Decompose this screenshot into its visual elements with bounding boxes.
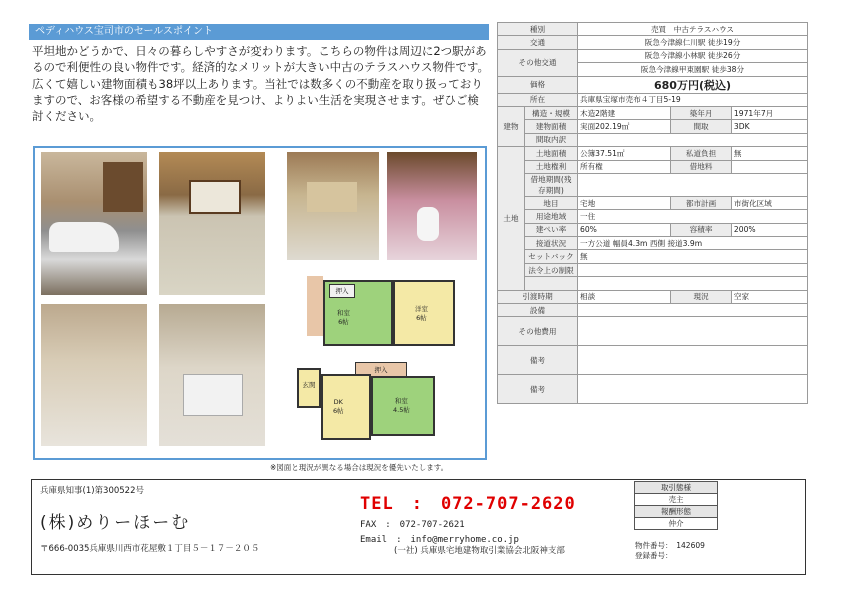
spec-row-facilities [498, 304, 808, 317]
spec-value: 木造2階建 [578, 106, 671, 119]
spec-label: 備考 [498, 346, 578, 375]
spec-value [578, 173, 808, 196]
spec-label: 間取 [671, 120, 732, 133]
spec-value: 無 [578, 250, 808, 263]
closet-label: 押入 [329, 284, 355, 298]
spec-row-other-fees [498, 317, 808, 346]
spec-value: 阪急今津線仁川駅 徒歩19分 [578, 36, 808, 49]
spec-row-note1 [498, 346, 808, 375]
spec-label: 建ぺい率 [525, 223, 578, 236]
closet-2-label: 押入 [355, 362, 407, 378]
building-category: 建物 [498, 106, 525, 146]
spec-label: 築年月 [671, 106, 732, 119]
photo-gallery [33, 146, 487, 460]
company-name: (株)めりーほーむ [40, 513, 191, 533]
property-spec-table [497, 22, 808, 404]
spec-row-note2 [498, 375, 808, 404]
price-value: 680万円(税込) [578, 76, 808, 93]
spec-row-spacer [498, 277, 808, 290]
spec-label: 現況 [671, 290, 732, 303]
spec-label: 交通 [498, 36, 578, 49]
room-photo [287, 152, 379, 260]
spec-row-rights [498, 160, 808, 173]
spec-value: 売買 中古テラスハウス [578, 23, 808, 36]
email-address[interactable]: Email : info@merryhome.co.jp [360, 535, 519, 545]
spec-value: 阪急今津線小林駅 徒歩26分 [578, 49, 808, 62]
spec-row-category [498, 196, 808, 209]
japanese-room-2-label: 和室 4.5帖 [393, 397, 410, 414]
spec-label: 私道負担 [671, 147, 732, 160]
spec-value: 一住 [578, 210, 808, 223]
spec-label [525, 277, 578, 290]
spec-row-traffic [498, 36, 808, 49]
land-category: 土地 [498, 147, 525, 291]
property-number [635, 541, 705, 561]
agent-footer [31, 479, 806, 575]
spec-value: 所有権 [578, 160, 671, 173]
transaction-box [634, 481, 718, 530]
exterior-photo [41, 152, 147, 295]
spec-row-other-limits [498, 263, 808, 276]
entrance-label: 玄関 [297, 368, 321, 408]
spec-row-type [498, 23, 808, 36]
spec-label: 建物面積 [525, 120, 578, 133]
spec-row-structure [498, 106, 808, 119]
spec-label: 容積率 [671, 223, 732, 236]
property-number-text: 物件番号： 142609 [635, 541, 705, 550]
spec-row-coverage [498, 223, 808, 236]
tel-number[interactable]: TEL : 072-707-2620 [360, 494, 576, 514]
registration-number-text: 登録番号： [635, 551, 673, 560]
spec-row-road [498, 237, 808, 250]
spec-row-setback [498, 250, 808, 263]
spec-value: 相談 [578, 290, 671, 303]
association-name: (一社) 兵庫県宅地建物取引業協会北阪神支部 [394, 546, 565, 556]
spec-row-land-area [498, 147, 808, 160]
spec-value: 一方公道 幅員4.3m 西側 接道3.9m [578, 237, 808, 250]
spec-row-delivery [498, 290, 808, 303]
spec-label: 接道状況 [525, 237, 578, 250]
spec-value: 実面202.19㎡ [578, 120, 671, 133]
deal-value: 売主 [635, 494, 718, 506]
spec-value: 200% [731, 223, 807, 236]
license-number: 兵庫県知事(1)第300522号 [40, 486, 144, 496]
spec-value [731, 160, 807, 173]
spec-row-lease-term [498, 173, 808, 196]
spec-label: 引渡時期 [498, 290, 578, 303]
spec-label: 借地期間(残存期間) [525, 173, 578, 196]
fax-number: FAX : 072-707-2621 [360, 520, 465, 530]
spec-label: 借地料 [671, 160, 732, 173]
spec-value: 公簿37.51㎡ [578, 147, 671, 160]
spec-label: 種別 [498, 23, 578, 36]
spec-value [578, 263, 808, 276]
spec-row-other-traffic [498, 49, 808, 62]
spec-row-price [498, 76, 808, 93]
spec-row-zone [498, 210, 808, 223]
floor-plan [293, 268, 483, 446]
fee-label: 報酬形態 [635, 506, 718, 518]
spec-value: 阪急今津線甲東園駅 徒歩38分 [578, 63, 808, 76]
spec-label: 法令上の制限 [525, 263, 578, 276]
spec-value [578, 133, 808, 146]
spec-label: 都市計画 [671, 196, 732, 209]
spec-label: 構造・規模 [525, 106, 578, 119]
spec-value: 1971年7月 [731, 106, 807, 119]
deal-label: 取引態様 [635, 482, 718, 494]
spec-row-address [498, 93, 808, 106]
dk-label: DK 6帖 [333, 398, 344, 415]
spec-label: 土地権利 [525, 160, 578, 173]
japanese-room-label: 和室 6帖 [337, 309, 350, 326]
spec-value [578, 346, 808, 375]
fee-value: 仲介 [635, 518, 718, 530]
spec-value: 空家 [731, 290, 807, 303]
spec-label: 土地面積 [525, 147, 578, 160]
spec-value: 兵庫県宝塚市売布４丁目5-19 [578, 93, 808, 106]
kitchen-photo [159, 304, 265, 446]
spec-value [578, 375, 808, 404]
company-address: 〒666-0035兵庫県川西市花屋敷１丁目５－１７－２０５ [40, 544, 260, 554]
spec-row-floor [498, 120, 808, 133]
spec-label: その他交通 [498, 49, 578, 76]
spec-label: 備考 [498, 375, 578, 404]
sales-point-banner: ペディハウス宝司市のセールスポイント [29, 24, 489, 40]
spec-label: 間取内訳 [525, 133, 578, 146]
spec-value: 市街化区域 [731, 196, 807, 209]
spec-label: 価格 [498, 76, 578, 93]
spec-label: セットバック [525, 250, 578, 263]
spec-value [578, 277, 808, 290]
spec-value: 3DK [731, 120, 807, 133]
toilet-photo [387, 152, 477, 260]
spec-label: 用途地域 [525, 210, 578, 223]
bright-room-photo [41, 304, 147, 446]
spec-value: 無 [731, 147, 807, 160]
western-room-label: 洋室 6帖 [415, 305, 428, 322]
image-caution-note: ※図面と現況が異なる場合は現況を優先いたします。 [270, 463, 449, 472]
intro-text: 平坦地かどうかで、日々の暮らしやすさが変わります。こちらの物件は周辺に2つ駅があるので利便性の良い物件です。経済的なメリットが大きい中古のテラスハウス物件です。広くて嬉しい建物面積も38坪以上あります。当社では数多くの不動産を取り扱っておりますので、お客様の希望する不動産を見つけ、よりよい生活を実現させます。ぜひご検討ください。 [32, 44, 490, 124]
spec-value: 宅地 [578, 196, 671, 209]
spec-label: 地目 [525, 196, 578, 209]
tatami-room-photo [159, 152, 265, 295]
spec-row-rooms [498, 133, 808, 146]
spec-label: 所在 [498, 93, 578, 106]
spec-label: 設備 [498, 304, 578, 317]
spec-value: 60% [578, 223, 671, 236]
spec-value [578, 304, 808, 317]
spec-value [578, 317, 808, 346]
spec-label: その他費用 [498, 317, 578, 346]
